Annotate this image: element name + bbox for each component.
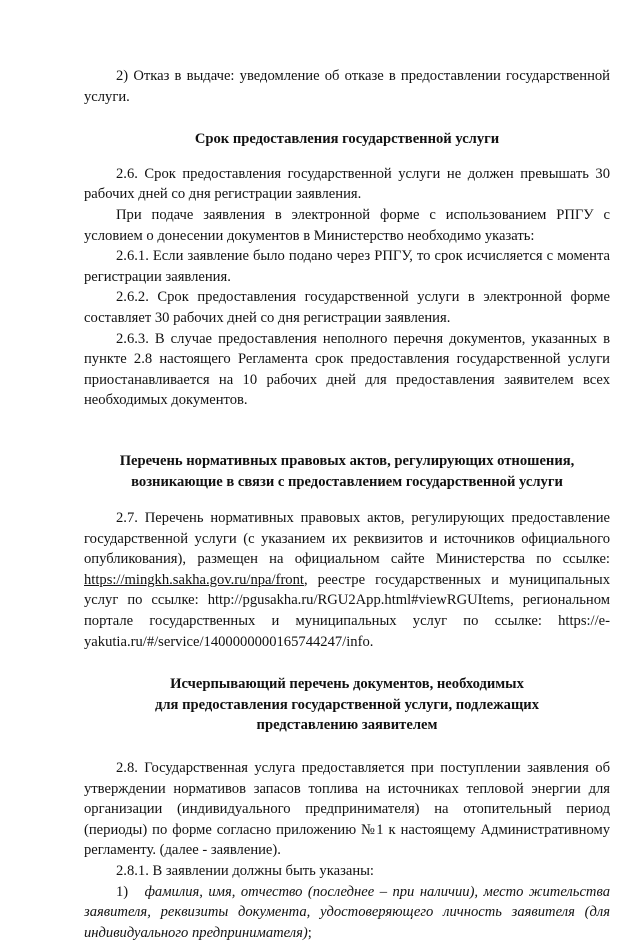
- clause-2-8: 2.8. Государственная услуга предоставляется при поступлении заявления об утверждении нормативов запасов топлива на источниках тепловой энергии для организации (индивидуального предпринимателя) на отопительный период (периоды) по форме согласно приложению №1 к настоящему Административному регламенту. (далее - заявление).: [84, 760, 610, 859]
- legal-acts-heading: [84, 451, 610, 492]
- clause-2-7-start: 2.7. Перечень нормативных правовых актов, регулирующих предоставление государственной услуги (с указанием их реквизитов и источников официального опубликования), размещен на официальном сайте Министерства по ссылке:: [84, 510, 610, 568]
- clause-2-7: [84, 508, 610, 652]
- term-heading: Срок предоставления государственной услуги: [194, 131, 500, 148]
- legal-acts-heading-line-1: Перечень нормативных правовых актов, регулирующих отношения,: [119, 452, 575, 469]
- legal-acts-heading-line-2: возникающие в связи с предоставлением государственной услуги: [131, 473, 563, 490]
- refusal-paragraph: 2) Отказ в выдаче: уведомление об отказе в предоставлении государственной услуги.: [84, 68, 610, 105]
- documents-heading: [84, 674, 610, 736]
- clause-2-8-1: 2.8.1. В заявлении должны быть указаны:: [116, 863, 374, 879]
- documents-heading-line-2: для предоставления государственной услуги, подлежащих: [154, 696, 539, 713]
- documents-heading-line-1: Исчерпывающий перечень документов, необходимых: [170, 676, 524, 693]
- list-item-1-text: фамилия, имя, отчество (последнее – при наличии), место жительства заявителя, реквизиты документа, удостоверяющего личность заявителя (для индивидуального предпринимателя): [84, 883, 610, 941]
- clause-2-7-end: , реестре государственных и муниципальных услуг по ссылке: http://pgusakha.ru/RGU2App.html#viewRGUItems, региональном портале государственных и муниципальных услуг по ссылке: https://e-yakutia.ru/#/service/1400000000165744247/info.: [84, 571, 610, 650]
- list-item-1: [84, 882, 610, 943]
- clause-2-6-1: 2.6.1. Если заявление было подано через РПГУ, то срок исчисляется с момента регистрации заявления.: [84, 248, 610, 285]
- clause-2-6-3: 2.6.3. В случае предоставления неполного перечня документов, указанных в пункте 2.8 настоящего Регламента срок предоставления государственной услуги приостанавливается на 10 рабочих дней для предоставления заявителем всех необходимых документов.: [84, 330, 610, 409]
- electronic-form-paragraph: При подаче заявления в электронной форме с использованием РПГУ с условием о донесении документов в Министерство необходимо указать:: [84, 206, 610, 244]
- documents-heading-line-3: представлению заявителем: [256, 717, 438, 734]
- clause-2-6: 2.6. Срок предоставления государственной услуги не должен превышать 30 рабочих дней со дня регистрации заявления.: [84, 165, 610, 203]
- document-page: [84, 66, 610, 943]
- clause-2-6-2: 2.6.2. Срок предоставления государственной услуги в электронной форме составляет 30 рабочих дней со дня регистрации заявления.: [84, 289, 610, 326]
- list-item-1-end: ;: [307, 924, 312, 941]
- ministry-npa-link[interactable]: https://mingkh.sakha.gov.ru/npa/front: [84, 571, 304, 588]
- list-item-1-number: 1): [116, 883, 129, 900]
